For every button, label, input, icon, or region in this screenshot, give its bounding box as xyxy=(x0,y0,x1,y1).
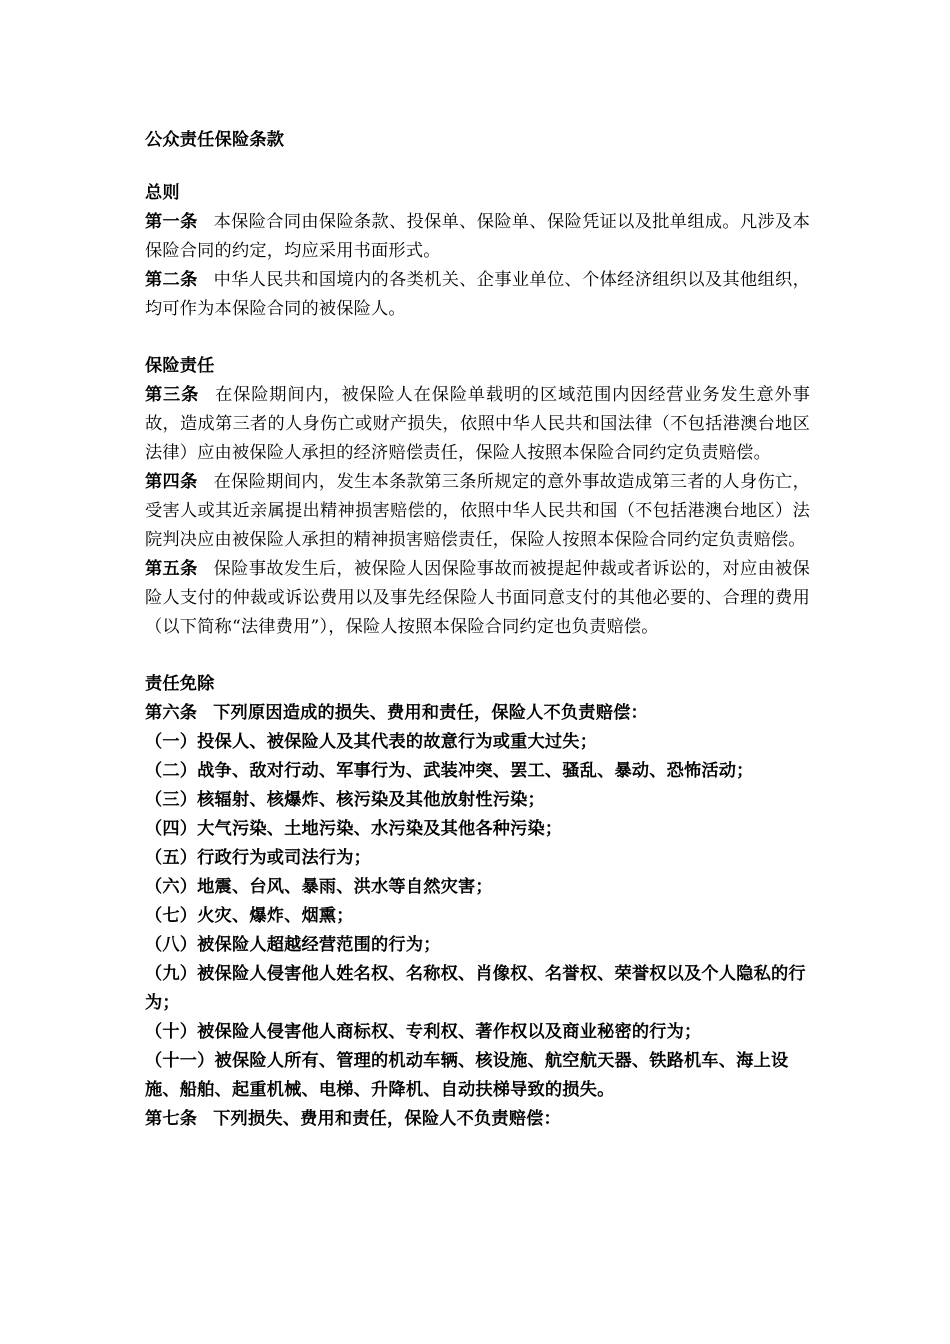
article-1 xyxy=(145,208,810,266)
section-general xyxy=(145,179,810,324)
exclusion-item-9: （九）被保险人侵害他人姓名权、名称权、肖像权、名誉权、荣誉权以及个人隐私的行为； xyxy=(145,964,806,1013)
exclusion-item-7: （七）火灾、爆炸、烟熏； xyxy=(145,906,354,926)
exclusion-item-5: （五）行政行为或司法行为； xyxy=(145,848,372,868)
article-text: 在保险期间内，被保险人在保险单载明的区域范围内因经营业务发生意外事故，造成第三者的人身伤亡或财产损失，依照中华人民共和国法律（不包括港澳台地区法律）应由被保险人承担的经济赔偿责任，保险人按照本保险合同约定负责赔偿。 xyxy=(145,385,810,463)
exclusion-item-1: （一）投保人、被保险人及其代表的故意行为或重大过失； xyxy=(145,732,598,752)
article-number: 第三条 xyxy=(145,385,200,405)
article-number: 第二条 xyxy=(145,270,198,290)
article-5 xyxy=(145,555,810,642)
section-liability xyxy=(145,352,810,642)
article-number: 第六条 xyxy=(145,703,198,723)
exclusion-item-2: （二）战争、敌对行动、军事行为、武装冲突、罢工、骚乱、暴动、恐怖活动； xyxy=(145,761,754,781)
article-text: 中华人民共和国境内的各类机关、企事业单位、个体经济组织以及其他组织，均可作为本保险合同的被保险人。 xyxy=(145,270,810,319)
article-text: 在保险期间内，发生本条款第三条所规定的意外事故造成第三者的人身伤亡，受害人或其近亲属提出精神损害赔偿的，依照中华人民共和国（不包括港澳台地区）法院判决应由被保险人承担的精神损害赔偿责任，保险人按照本保险合同约定负责赔偿。 xyxy=(145,472,810,550)
article-text: 保险事故发生后，被保险人因保险事故而被提起仲裁或者诉讼的，对应由被保险人支付的仲裁或诉讼费用以及事先经保险人书面同意支付的其他必要的、合理的费用（以下简称“法律费用”），保险人按照本保险合同约定也负责赔偿。 xyxy=(145,559,810,637)
article-text: 下列原因造成的损失、费用和责任，保险人不负责赔偿： xyxy=(213,703,648,723)
article-2 xyxy=(145,266,810,324)
article-4 xyxy=(145,468,810,555)
section-exclusions xyxy=(145,670,810,1134)
article-text: 下列损失、费用和责任，保险人不负责赔偿： xyxy=(213,1109,561,1129)
section-heading-exclusions: 责任免除 xyxy=(145,674,215,694)
article-number: 第四条 xyxy=(145,472,198,492)
article-6 xyxy=(145,699,810,728)
section-heading-liability: 保险责任 xyxy=(145,356,215,376)
article-7 xyxy=(145,1105,810,1134)
document-title: 公众责任保险条款 xyxy=(145,130,285,150)
section-heading-general: 总则 xyxy=(145,183,180,203)
exclusion-item-3: （三）核辐射、核爆炸、核污染及其他放射性污染； xyxy=(145,790,545,810)
article-text: 本保险合同由保险条款、投保单、保险单、保险凭证以及批单组成。凡涉及本保险合同的约定，均应采用书面形式。 xyxy=(145,212,810,261)
exclusion-item-10: （十）被保险人侵害他人商标权、专利权、著作权以及商业秘密的行为； xyxy=(145,1022,702,1042)
document-page xyxy=(145,126,810,1134)
article-3 xyxy=(145,381,810,468)
article-number: 第七条 xyxy=(145,1109,198,1129)
exclusion-item-6: （六）地震、台风、暴雨、洪水等自然灾害； xyxy=(145,877,493,897)
article-number: 第五条 xyxy=(145,559,198,579)
exclusion-item-11: （十一）被保险人所有、管理的机动车辆、核设施、航空航天器、铁路机车、海上设施、船舶、起重机械、电梯、升降机、自动扶梯导致的损失。 xyxy=(145,1051,789,1100)
exclusion-item-8: （八）被保险人超越经营范围的行为； xyxy=(145,935,441,955)
article-number: 第一条 xyxy=(145,212,198,232)
exclusion-item-4: （四）大气污染、土地污染、水污染及其他各种污染； xyxy=(145,819,563,839)
